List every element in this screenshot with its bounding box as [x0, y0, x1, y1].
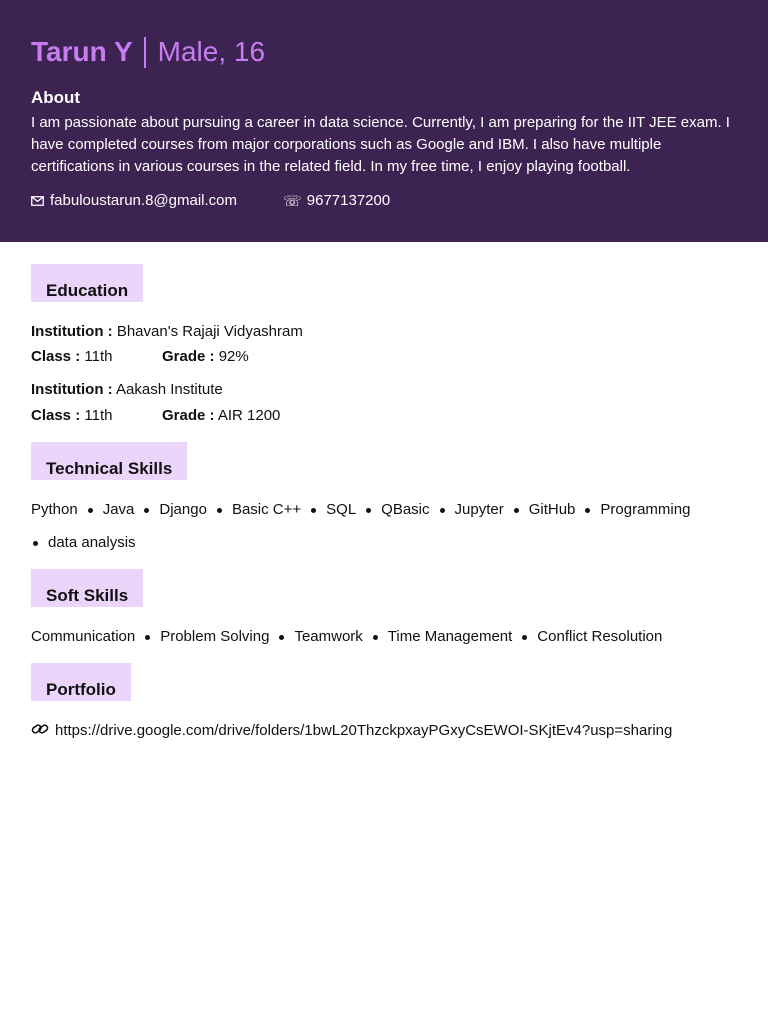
grade-group — [162, 346, 249, 368]
skill-item: Conflict Resolution — [537, 628, 663, 645]
bullet-separator — [373, 635, 378, 640]
contact-row — [31, 190, 737, 212]
name-separator — [144, 37, 146, 68]
bullet-separator — [585, 508, 590, 513]
bullet-separator — [88, 508, 93, 513]
bullet-separator — [311, 508, 316, 513]
bullet-separator — [144, 508, 149, 513]
bullet-separator — [514, 508, 519, 513]
institution-value: Aakash Institute — [116, 381, 223, 398]
skill-item: Jupyter — [454, 501, 504, 518]
candidate-name: Tarun Y — [31, 36, 133, 67]
portfolio-url[interactable]: https://drive.google.com/drive/folders/1bwL20ThzckpxayPGxyCsEWOI-SKjtEv4?usp=sharing — [55, 722, 673, 739]
class-label: Class : — [31, 348, 81, 365]
telephone-icon: ☏ — [283, 192, 302, 210]
bullet-separator — [440, 508, 445, 513]
skill-item: data analysis — [48, 534, 136, 551]
institution-value: Bhavan's Rajaji Vidyashram — [116, 323, 303, 340]
about-text: I am passionate about pursuing a career in data science. Currently, I am preparing for the IIT JEE exam. I have completed courses from major corporations such as Google and IBM. I also have multiple certifications in various courses in the related field. In my free time, I enjoy playing football. — [31, 114, 730, 175]
technical-skills-row-1 — [31, 499, 690, 521]
skill-item: SQL — [326, 501, 357, 518]
portfolio-section-title: Portfolio — [31, 663, 131, 701]
institution-label: Institution : — [31, 323, 113, 340]
technical-skills-row-2 — [31, 532, 136, 554]
soft-skills-row — [31, 626, 662, 648]
email-text[interactable]: fabuloustarun.8@gmail.com — [50, 192, 237, 209]
skill-item: Python — [31, 501, 78, 518]
bullet-separator — [217, 508, 222, 513]
bullet-separator — [366, 508, 371, 513]
grade-label: Grade : — [162, 407, 215, 424]
bullet-separator — [33, 541, 38, 546]
bullet-separator — [522, 635, 527, 640]
portfolio-link[interactable] — [31, 720, 721, 744]
institution-label: Institution : — [31, 381, 113, 398]
gender-age: Male, 16 — [157, 36, 266, 67]
bullet-separator — [279, 635, 284, 640]
bullet-separator — [145, 635, 150, 640]
class-value: 11th — [84, 348, 113, 365]
education-class-grade-2 — [31, 405, 431, 427]
about-heading: About — [31, 88, 81, 107]
grade-label: Grade : — [162, 348, 215, 365]
class-label: Class : — [31, 407, 81, 424]
skill-item: Java — [102, 501, 135, 518]
soft-skills-section-title: Soft Skills — [31, 569, 143, 607]
grade-group — [162, 405, 280, 427]
name-row — [31, 34, 737, 70]
grade-value: 92% — [218, 348, 249, 365]
email-contact[interactable] — [31, 190, 237, 212]
skill-item: Programming — [600, 501, 691, 518]
skill-item: Communication — [31, 628, 136, 645]
skill-item: Problem Solving — [160, 628, 270, 645]
paperclip-link-icon — [31, 721, 49, 744]
skill-item: Basic C++ — [231, 501, 302, 518]
education-institution-2 — [31, 379, 223, 401]
class-value: 11th — [84, 407, 113, 424]
phone-text[interactable]: 9677137200 — [306, 192, 391, 209]
technical-skills-section-title: Technical Skills — [31, 442, 187, 480]
education-section-title: Education — [31, 264, 143, 302]
envelope-icon — [31, 196, 44, 206]
profile-header — [0, 0, 768, 242]
education-class-grade-1 — [31, 346, 431, 368]
skill-item: Django — [159, 501, 207, 518]
skill-item: Teamwork — [294, 628, 363, 645]
skill-item: GitHub — [528, 501, 576, 518]
education-institution-1 — [31, 321, 303, 343]
skill-item: Time Management — [387, 628, 513, 645]
skill-item: QBasic — [381, 501, 430, 518]
phone-contact[interactable] — [283, 190, 390, 212]
grade-value: AIR 1200 — [217, 407, 281, 424]
